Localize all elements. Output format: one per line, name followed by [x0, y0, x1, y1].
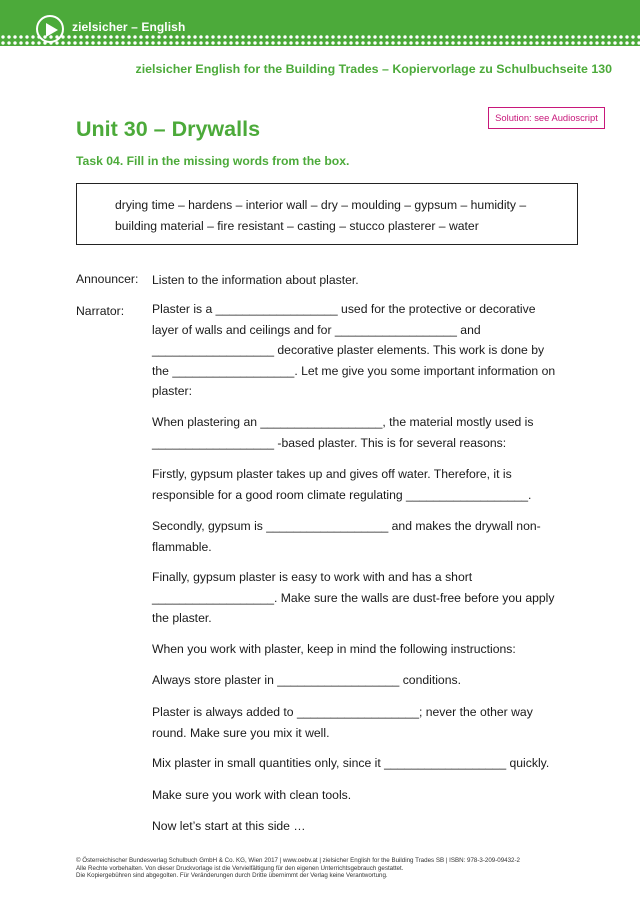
page-title: Unit 30 – Drywalls	[76, 117, 261, 141]
announcer-label: Announcer:	[76, 272, 139, 286]
header-banner	[0, 0, 640, 46]
narrator-paragraph: Finally, gypsum plaster is easy to work with and has a short __________________. Make sure the walls are dust-free before you apply the plaster.	[152, 570, 555, 626]
narrator-label: Narrator:	[76, 304, 125, 318]
narrator-paragraph: Now let’s start at this side …	[152, 819, 306, 833]
word-box-line: building material – fire resistant – casting – stucco plasterer – water	[115, 219, 479, 233]
footer-copyright	[76, 857, 596, 880]
footer-line: © Österreichischer Bundesverlag Schulbuch GmbH & Co. KG, Wien 2017 | www.oebv.at | zielsicher English for the Building Trades SB | ISBN: 978-3-209-09432-2	[76, 857, 520, 864]
brand-name: zielsicher – English	[72, 20, 186, 34]
narrator-paragraph: Secondly, gypsum is __________________ and makes the drywall non-flammable.	[152, 519, 541, 554]
narrator-paragraph: When plastering an __________________, the material mostly used is __________________ -based plaster. This is for several reasons:	[152, 415, 534, 450]
banner-dot-border	[0, 34, 640, 46]
narrator-paragraph: Mix plaster in small quantities only, since it __________________ quickly.	[152, 756, 550, 770]
play-icon	[36, 15, 64, 43]
narrator-paragraph: When you work with plaster, keep in mind the following instructions:	[152, 642, 516, 656]
word-box	[76, 183, 578, 245]
narrator-paragraph: Always store plaster in __________________ conditions.	[152, 673, 461, 687]
narrator-paragraph: Make sure you work with clean tools.	[152, 788, 352, 802]
solution-note: Solution: see Audioscript	[488, 107, 605, 129]
page-subtitle: zielsicher English for the Building Trades – Kopiervorlage zu Schulbuchseite 130	[135, 62, 612, 76]
narrator-paragraph: Plaster is always added to __________________; never the other way round. Make sure you mix it well.	[152, 705, 533, 740]
narrator-paragraph: Firstly, gypsum plaster takes up and gives off water. Therefore, it is responsible for a good room climate regulating __________________.	[152, 467, 532, 502]
narrator-paragraph: Plaster is a __________________ used for the protective or decorative layer of walls and ceilings and for __________________ and __________________ decorative plaster elements. This work is done by the __________________. Let me give you some important information on plaster:	[152, 302, 556, 399]
footer-line: Die Kopiergebühren sind abgegolten. Für Veränderungen durch Dritte übernimmt der Verlag keine Verantwortung.	[76, 872, 388, 880]
task-instruction: Task 04. Fill in the missing words from the box.	[76, 154, 350, 168]
footer-line: Alle Rechte vorbehalten. Von dieser Druckvorlage ist die Vervielfältigung für den eigenen Unterrichtsgebrauch gestattet.	[76, 864, 404, 872]
word-box-line: drying time – hardens – interior wall – dry – moulding – gypsum – humidity –	[115, 198, 527, 212]
announcer-text: Listen to the information about plaster.	[152, 273, 359, 287]
